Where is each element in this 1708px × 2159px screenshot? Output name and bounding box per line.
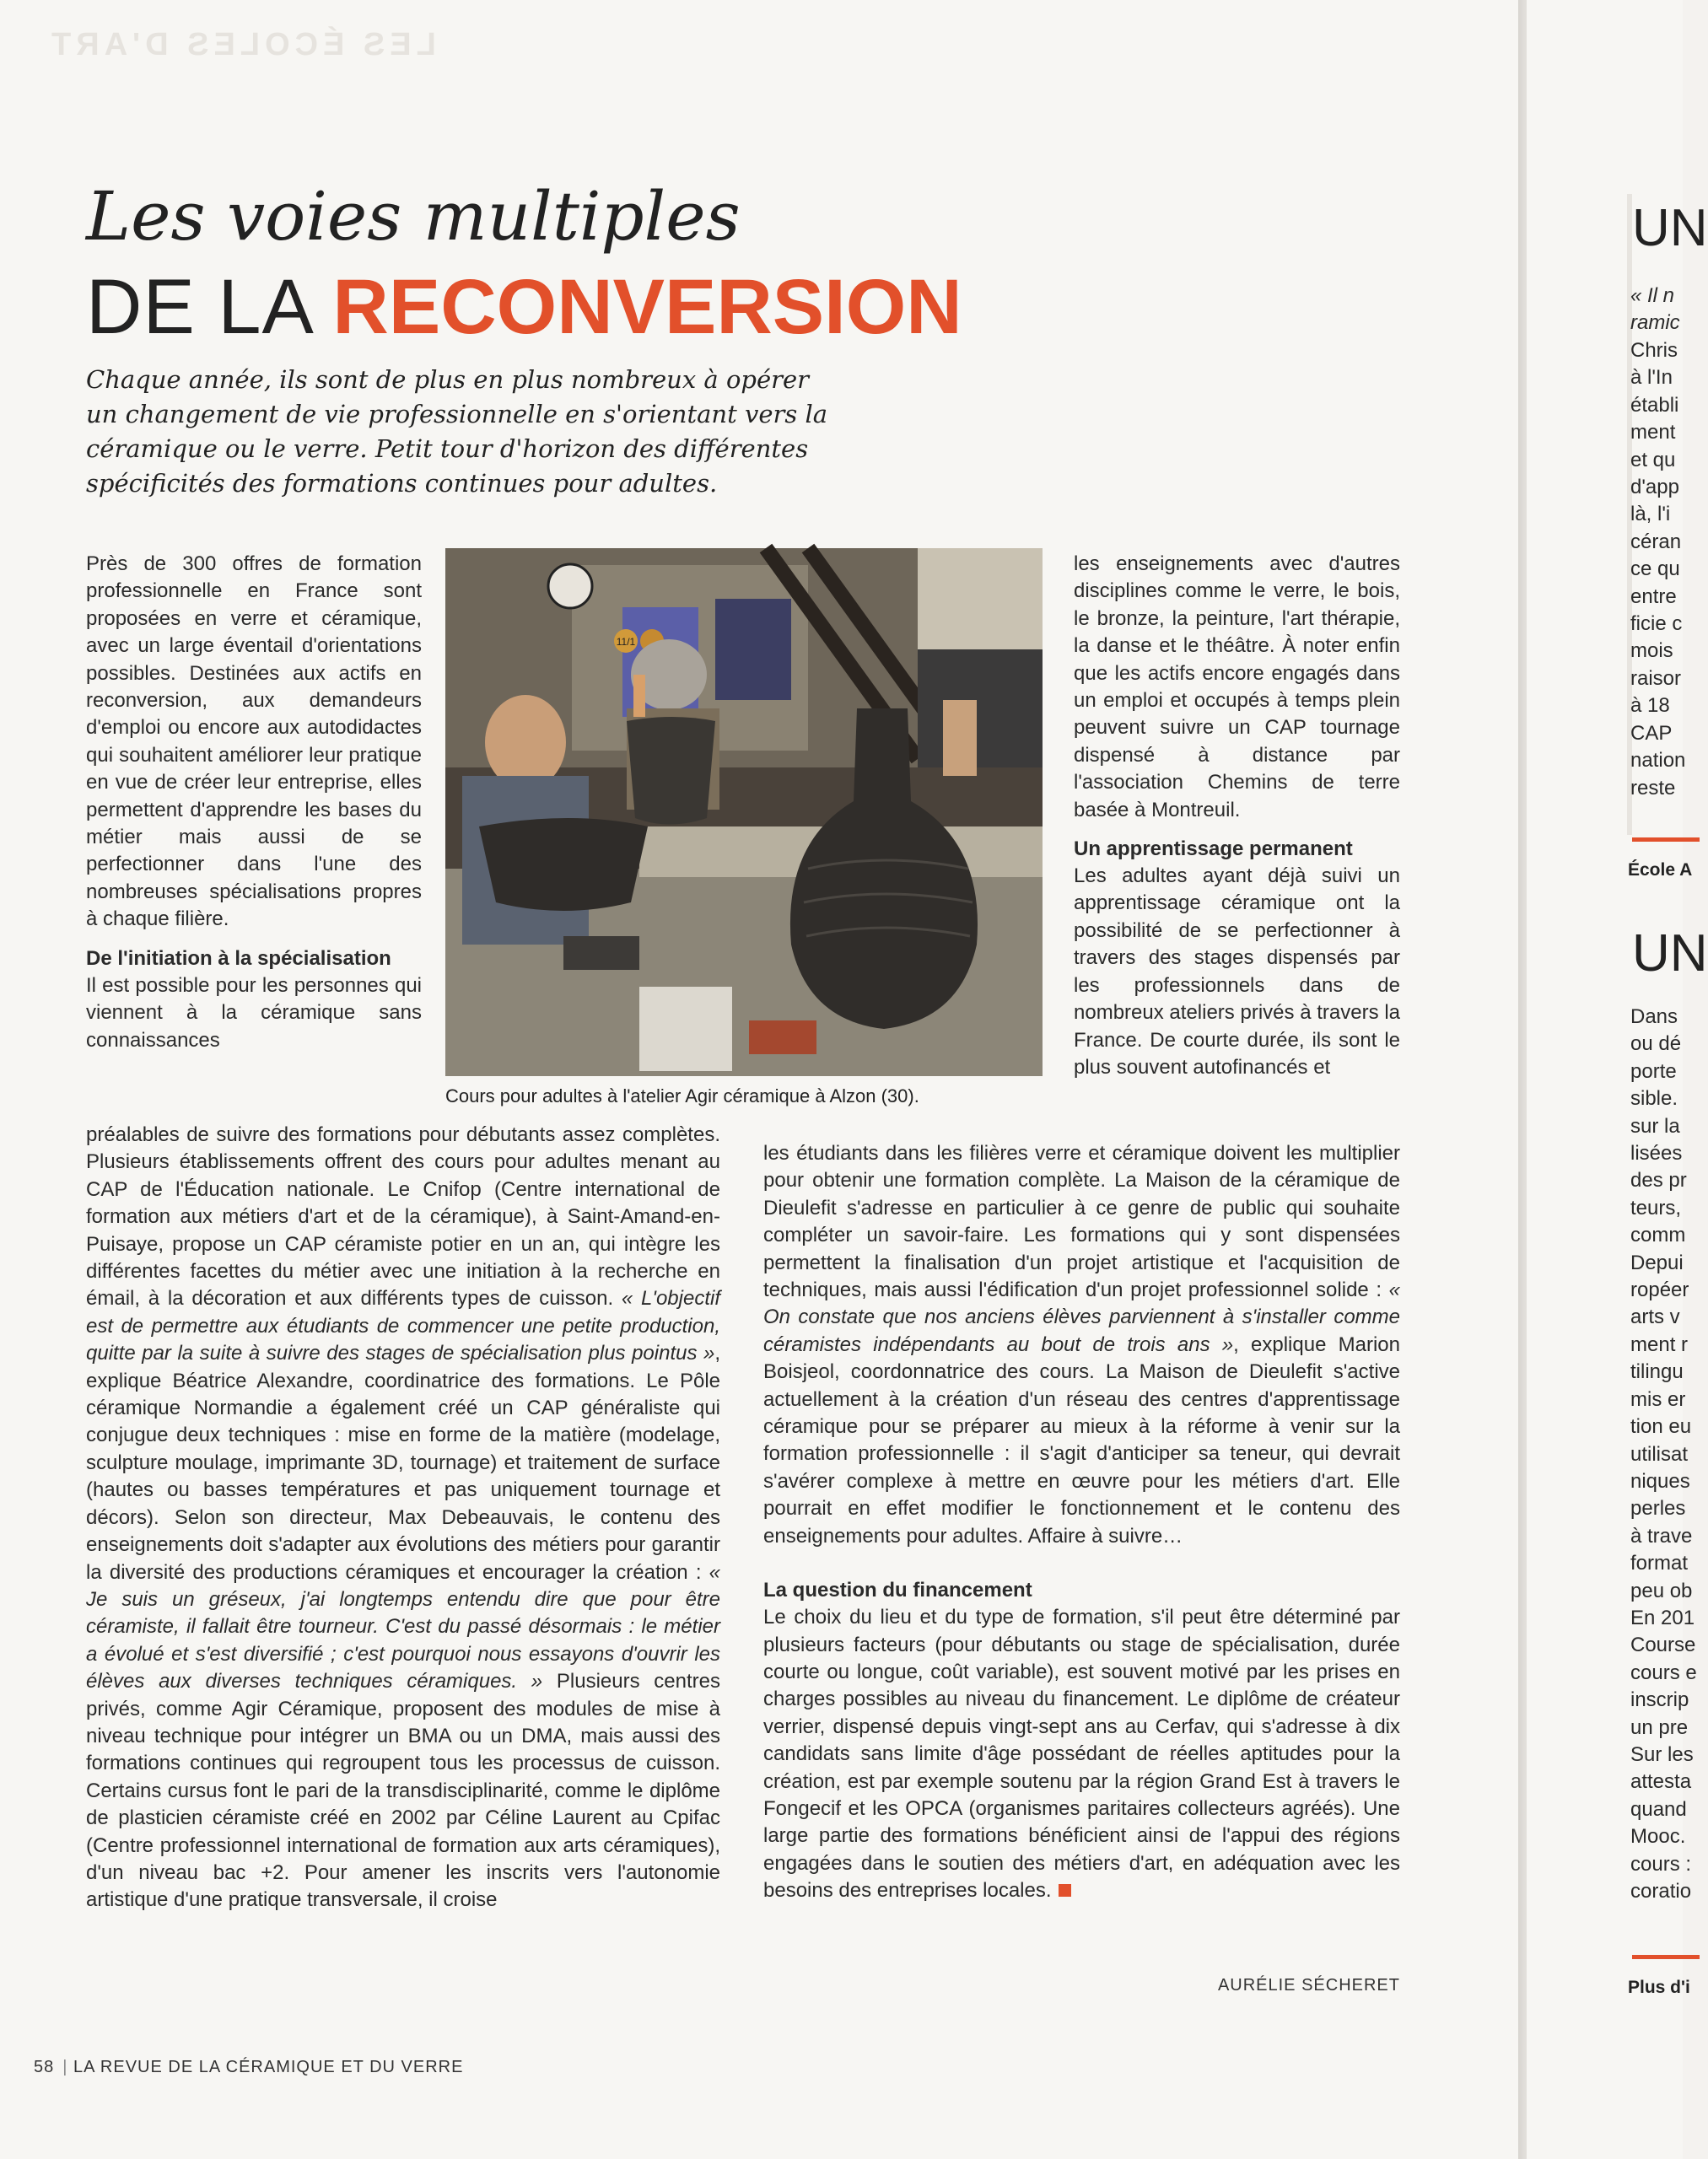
quote: « Je suis un gréseux, j'ai longtemps entendu dire que pour être céramiste, il fallait être tourneur. C'est du passé désormais : le métier a évolué et s'est diversifié ; c'est pourquoi nous essayons d'ouvrir les élèves aux diverses techniques céramiques. » [86,1560,720,1693]
text-line: ment [1630,421,1676,444]
paragraph [86,1122,720,1914]
svg-text:11/1: 11/1 [616,636,636,648]
text-run: Le choix du lieu et du type de formation, s'il peut être déterminé par plusieurs facteurs (pour débutants ou stage de spécialisation, durée courte ou longue, coût variable), est souvent motivé par les prises en charges possibles au niveau du financement. Le diplôme de créateur verrier, dispensé depuis vingt-sept ans au Cerfav, qui s'adresse à dix candidats sans limite d'âge possédant de réelles aptitudes pour la création, est par exemple soutenu par la région Grand Est à travers le Fongecif et les OPCA (organismes paritaires collecteurs agréés). Une large partie des formations bénéficient ainsi de l'appui des régions engagées dans le soutien des métiers d'art, en adéquation avec les besoins des entreprises locales. [763,1606,1400,1903]
text-line: ficie c [1630,612,1683,636]
footer-separator: | [62,2058,68,2076]
text-run: Plusieurs centres privés, comme Agir Céramique, proposent des modules de mise à niveau technique pour intégrer un BMA ou un DMA, mais aussi des formations continues qui regroupent tous les processus de cuisson. Certains cursus font le pari de la transdisciplinarité, comme le diplôme de plasticien céramiste créé en 2002 par Céline Laurent au Cpifac (Centre professionnel international de formation aux arts céramiques), d'un niveau bac +2. Pour amener les inscrits vers l'autonomie artistique d'une pratique transversale, il croise [86,1670,721,1912]
text-line: céran [1630,530,1682,553]
right-heading-1: UN [1632,199,1708,257]
article-title-line2 [86,264,962,350]
paragraph: Les adultes ayant déjà suivi un apprentissage céramique ont la possibilité de se perfectionner à travers des stages dispensés par les professionnels dans de nombreux ateliers privés à travers la France. De courte durée, ils sont le plus souvent autofinancés et [1074,864,1400,1079]
page-footer [34,2058,463,2077]
workshop-photo [445,548,1043,1076]
subheading-apprentissage: Un apprentissage permanent [1074,837,1353,861]
accent-rule [1632,1955,1700,1959]
right-quote [1630,283,1680,337]
right-page-partial [1527,0,1708,2159]
text-line: Course [1630,1634,1696,1657]
accent-rule [1632,837,1700,842]
text-line: sible. [1630,1087,1678,1111]
right-column-text-2 [1630,1004,1697,1905]
article-title-line1: Les voies multiples [86,177,741,256]
text-line: tilingu [1630,1360,1684,1384]
text-run: préalables de suivre des formations pour débutants assez complètes. Plusieurs établissements offrent des cours pour adultes menant au CAP de l'Éducation nationale. Le Cnifop (Centre international de formation aux métiers d'art et de la céramique), à Saint-Amand-en-Puisaye, propose un CAP céramiste potier en un an, qui intègre les différentes facettes du métier avec une initiation à la recherche en émail, à la décoration et aux différents types de cuisson. [86,1123,720,1311]
page-number: 58 [34,2058,55,2076]
end-mark-icon [1059,1884,1071,1897]
subheading-financement: La question du financement [763,1579,1032,1602]
quote: « On constate que nos anciens élèves parviennent à s'installer comme céramistes indépendants au bout de trois ans » [763,1279,1400,1356]
text-line: comm [1630,1224,1686,1247]
right-label-2: Plus d'i [1628,1978,1690,1997]
text-line: mois [1630,639,1673,663]
text-line: à l'In [1630,366,1673,390]
show-through-header: LES ÉCOLES D'ART [46,27,436,62]
text-run: , explique Béatrice Alexandre, coordinatrice des formations. Le Pôle céramique Normandie a également créé un CAP généraliste qui conjugue deux techniques : mise en forme de la matière (modelage, sculpture moulage, imprimante 3D, tournage) et traitement de surface (hautes ou basses températures et pas uniquement tournage et décors). Selon son directeur, Max Debeauvais, le contenu des enseignements doit s'adapter aux évolutions des métiers pour garantir la diversité des productions céramiques et encourager la création : [86,1342,720,1584]
text-line: perles [1630,1497,1686,1521]
text-line: coratio [1630,1880,1692,1903]
text-line: peu ob [1630,1579,1693,1602]
text-line: raisor [1630,666,1682,690]
text-line: « Il n [1630,284,1675,307]
text-line: un pre [1630,1715,1689,1739]
text-line: ramic [1630,311,1680,335]
text-line: quand [1630,1797,1687,1821]
text-line: cours e [1630,1661,1697,1684]
text-line: sur la [1630,1114,1680,1138]
text-line: ropéer [1630,1279,1689,1302]
clock-icon [548,564,592,608]
text-line: Chris [1630,339,1678,362]
text-line: En 201 [1630,1606,1695,1629]
right-column-text-1 [1630,337,1685,802]
pottery-class-illustration [445,548,1043,1076]
text-line: ment r [1630,1333,1689,1356]
right-heading-2: UN [1632,924,1708,983]
text-run: les étudiants dans les filières verre et céramique doivent les multiplier pour obtenir une formation complète. La Maison de la céramique de Dieulefit s'adresse en particulier à ce genre de public qui souhaite compléter un savoir-faire. Les formations qui y sont dispensées permettent la finalisation d'un projet artistique et l'acquisition de techniques, mais aussi l'édification d'un projet professionnel solide : [763,1142,1400,1302]
paragraph: les enseignements avec d'autres disciplines comme le verre, le bois, le bronze, la peinture, l'art thérapie, la danse et le théâtre. À noter enfin que les actifs encore engagés dans un emploi et occupés à temps plein peuvent suivre un CAP tournage dispensé à distance par l'association Chemins de terre basée à Montreuil. [1074,552,1400,821]
photo-caption: Cours pour adultes à l'atelier Agir céramique à Alzon (30). [445,1085,919,1106]
text-line: ce qu [1630,557,1680,581]
text-line: et qu [1630,448,1676,471]
publication-name: LA REVUE DE LA CÉRAMIQUE ET DU VERRE [73,2058,464,2076]
text-line: à 18 [1630,694,1670,718]
text-line: reste [1630,776,1676,800]
text-line: CAP [1630,721,1673,745]
column-right-lower [763,1140,1400,1905]
text-line: format [1630,1552,1689,1575]
text-line: mis er [1630,1387,1686,1411]
text-line: Mooc. [1630,1825,1686,1849]
text-line: ou dé [1630,1032,1682,1056]
text-line: Sur les [1630,1742,1694,1766]
text-line: porte [1630,1059,1677,1083]
paragraph [763,1140,1400,1550]
title-accent-part: RECONVERSION [332,264,962,350]
text-line: cours : [1630,1852,1692,1876]
paragraph [763,1604,1400,1904]
text-line: lisées [1630,1142,1683,1166]
text-line: à trave [1630,1524,1693,1548]
author-signature: AURÉLIE SÉCHERET [1217,1976,1400,1995]
text-line: Dans [1630,1005,1678,1028]
title-plain-part: DE LA [86,264,333,350]
subheading-initiation: De l'initiation à la spécialisation [86,946,391,970]
text-line: des pr [1630,1169,1687,1193]
text-line: niques [1630,1469,1690,1493]
text-line: nation [1630,749,1686,773]
text-line: inscrip [1630,1688,1689,1712]
quote: « L'objectif est de permettre aux étudiants de commencer une petite production, quitte par la suite à suivre des stages de spécialisation plus pointus » [86,1287,720,1365]
column-left [86,551,422,1054]
paragraph: Près de 300 offres de formation professionnelle en France sont proposées en verre et céramique, avec un large éventail d'orientations possibles. Destinées aux actifs en reconversion, aux demandeurs d'emploi ou encore aux autodidactes qui souhaitent améliorer leur pratique en vue de créer leur entreprise, elles permettent d'apprendre les bases du métier mais aussi de se perfectionner dans l'une des nombreuses spécialisations propres à chaque filière. [86,552,422,931]
text-line: Depui [1630,1251,1684,1274]
text-line: entre [1630,584,1677,608]
right-label-1: École A [1628,860,1693,880]
text-line: là, l'i [1630,503,1671,526]
text-line: utilisat [1630,1442,1689,1466]
text-line: tion eu [1630,1415,1692,1439]
article-lead: Chaque année, ils sont de plus en plus nombreux à opérer un changement de vie professionnelle en s'orientant vers la céramique ou le verre. Petit tour d'horizon des différentes spécificités des formations continues pour adultes. [86,365,828,498]
text-line: teurs, [1630,1196,1682,1219]
text-line: arts v [1630,1306,1680,1329]
paragraph: Il est possible pour les personnes qui viennent à la céramique sans connaissances [86,973,422,1052]
column-right [1074,551,1400,1081]
text-line: attesta [1630,1770,1692,1794]
text-line: établi [1630,393,1679,417]
column-left-lower [86,1122,720,1914]
text-run: , explique Marion Boisjeol, coordonnatrice des cours. La Maison de Dieulefit s'active actuellement à la création d'un réseau des centres d'apprentissage céramique pour se préparer au mieux à la réforme à venir sur la formation professionnelle : il s'agit d'anticiper sa teneur, qui devrait s'avérer complexe à mettre en œuvre pour les métiers d'art. Elle pourrait en effet modifier le fonctionnement et le contenu des enseignements pour adultes. Affaire à suivre… [763,1333,1400,1548]
text-line: d'app [1630,476,1679,499]
